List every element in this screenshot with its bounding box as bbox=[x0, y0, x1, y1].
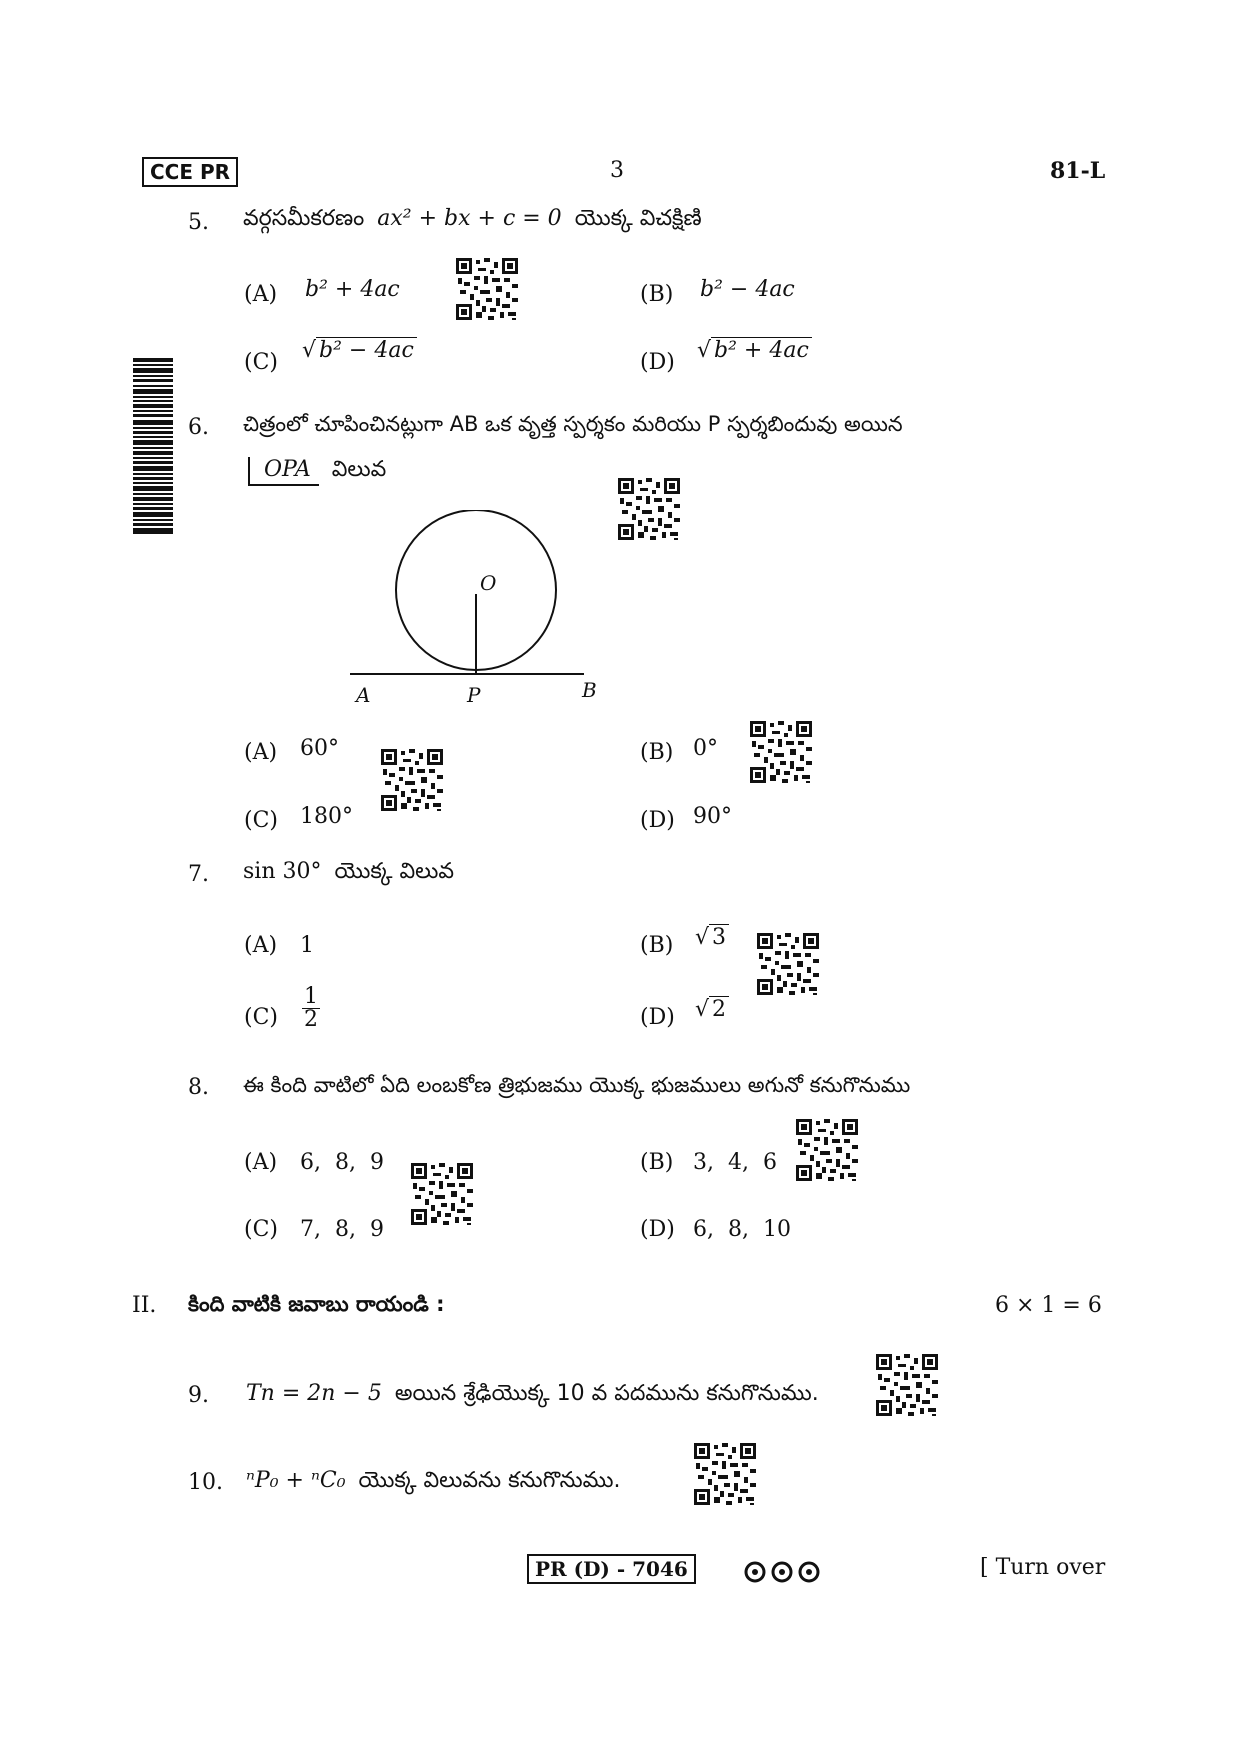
question-text bbox=[246, 1468, 621, 1498]
sqrt-radicand: 2 bbox=[709, 996, 729, 1022]
qr-code-icon bbox=[757, 933, 819, 995]
question-number: 7. bbox=[188, 862, 209, 887]
question-text-part: యొక్క విలువ bbox=[334, 859, 454, 884]
question-number: 6. bbox=[188, 415, 209, 440]
option-key: (D) bbox=[640, 350, 675, 375]
question-text: చిత్రంలో చూపించినట్లుగా AB ఒక వృత్త స్పర్శకం మరియు P స్పర్శబిందువు అయిన bbox=[243, 412, 903, 436]
turn-over-label: [ Turn over bbox=[980, 1555, 1106, 1580]
question-text-part: విలువ bbox=[331, 457, 387, 482]
option-value: 3, 4, 6 bbox=[693, 1150, 777, 1175]
option-key: (C) bbox=[244, 350, 278, 375]
option-value: 7, 8, 9 bbox=[300, 1217, 384, 1242]
fraction-numerator: 1 bbox=[304, 984, 318, 1009]
option-key: (C) bbox=[244, 808, 278, 833]
fraction-denominator: 2 bbox=[304, 1007, 318, 1032]
option-key: (B) bbox=[640, 740, 674, 765]
label-p: P bbox=[467, 683, 481, 707]
label-o: O bbox=[480, 571, 497, 595]
question-text bbox=[243, 859, 454, 889]
barcode-image bbox=[133, 358, 173, 534]
qr-code-icon bbox=[750, 721, 812, 783]
section-title: కింది వాటికి జవాబు రాయండి : bbox=[188, 1292, 445, 1316]
permutation-combination-expression: ⁿP₀ + ⁿC₀ bbox=[246, 1468, 346, 1493]
option-key: (B) bbox=[640, 933, 674, 958]
section-marks: 6 × 1 = 6 bbox=[995, 1293, 1102, 1318]
question-text-part: అయిన శ్రేఢియొక్క 10 వ పదమును కనుగొనుము. bbox=[394, 1381, 819, 1406]
option-key: (A) bbox=[244, 740, 278, 765]
angle-symbol: OPA bbox=[248, 457, 319, 486]
header-code-left: CCE PR bbox=[142, 157, 238, 187]
option-key: (B) bbox=[640, 282, 674, 307]
option-key: (B) bbox=[640, 1150, 674, 1175]
option-value: b² − 4ac bbox=[700, 277, 795, 302]
option-key: (C) bbox=[244, 1005, 278, 1030]
question-text bbox=[246, 1381, 819, 1411]
footer-code: PR (D) - 7046 bbox=[527, 1554, 696, 1584]
question-number: 9. bbox=[188, 1383, 209, 1408]
question-text-part: యొక్క విలువను కనుగొనుము. bbox=[358, 1468, 621, 1493]
page-number: 3 bbox=[610, 158, 624, 183]
option-key: (D) bbox=[640, 1005, 675, 1030]
option-value-sqrt: √ 3 bbox=[695, 925, 729, 950]
label-a: A bbox=[356, 683, 371, 707]
question-text-line2 bbox=[248, 457, 386, 487]
label-b: B bbox=[582, 678, 597, 702]
quadratic-equation: ax² + bx + c = 0 bbox=[377, 206, 562, 231]
sqrt-radicand: b² + 4ac bbox=[711, 337, 812, 363]
option-value: 0° bbox=[693, 736, 718, 761]
header-code-right: 81-L bbox=[1050, 158, 1106, 184]
option-key: (D) bbox=[640, 808, 675, 833]
question-text-part: యొక్క విచక్షిణి bbox=[574, 206, 702, 231]
sequence-formula: Tn = 2n − 5 bbox=[246, 1381, 382, 1406]
option-value: 90° bbox=[693, 804, 732, 829]
option-value: 60° bbox=[300, 736, 339, 761]
qr-code-icon bbox=[381, 749, 443, 811]
option-key: (A) bbox=[244, 1150, 278, 1175]
question-number: 5. bbox=[188, 210, 209, 235]
option-value-sqrt: √ b² + 4ac bbox=[697, 338, 812, 363]
option-value-sqrt: √ b² − 4ac bbox=[302, 338, 417, 363]
option-key: (C) bbox=[244, 1217, 278, 1242]
sin-expression: sin 30° bbox=[243, 859, 322, 884]
option-value: 6, 8, 9 bbox=[300, 1150, 384, 1175]
option-value: 6, 8, 10 bbox=[693, 1217, 791, 1242]
sqrt-radicand: b² − 4ac bbox=[316, 337, 417, 363]
question-text-part: వర్గసమీకరణం bbox=[243, 206, 365, 231]
qr-code-icon bbox=[411, 1163, 473, 1225]
option-key: (D) bbox=[640, 1217, 675, 1242]
question-number: 8. bbox=[188, 1075, 209, 1100]
qr-code-icon bbox=[456, 258, 518, 320]
option-value: b² + 4ac bbox=[305, 277, 400, 302]
option-key: (A) bbox=[244, 933, 278, 958]
option-value: 1 bbox=[300, 933, 314, 958]
section-roman-numeral: II. bbox=[132, 1293, 157, 1318]
qr-code-icon bbox=[694, 1443, 756, 1505]
option-value-sqrt: √ 2 bbox=[695, 997, 729, 1022]
option-value-fraction bbox=[302, 986, 320, 1031]
option-value: 180° bbox=[300, 804, 353, 829]
flower-ornament-icon bbox=[742, 1559, 822, 1585]
qr-code-icon bbox=[876, 1354, 938, 1416]
option-key: (A) bbox=[244, 282, 278, 307]
question-text bbox=[243, 206, 702, 236]
sqrt-radicand: 3 bbox=[709, 924, 729, 950]
qr-code-icon bbox=[796, 1119, 858, 1181]
question-text: ఈ కింది వాటిలో ఏది లంబకోణ త్రిభుజము యొక్క భుజములు అగునో కనుగొనుము bbox=[243, 1073, 911, 1097]
question-number: 10. bbox=[188, 1470, 223, 1495]
